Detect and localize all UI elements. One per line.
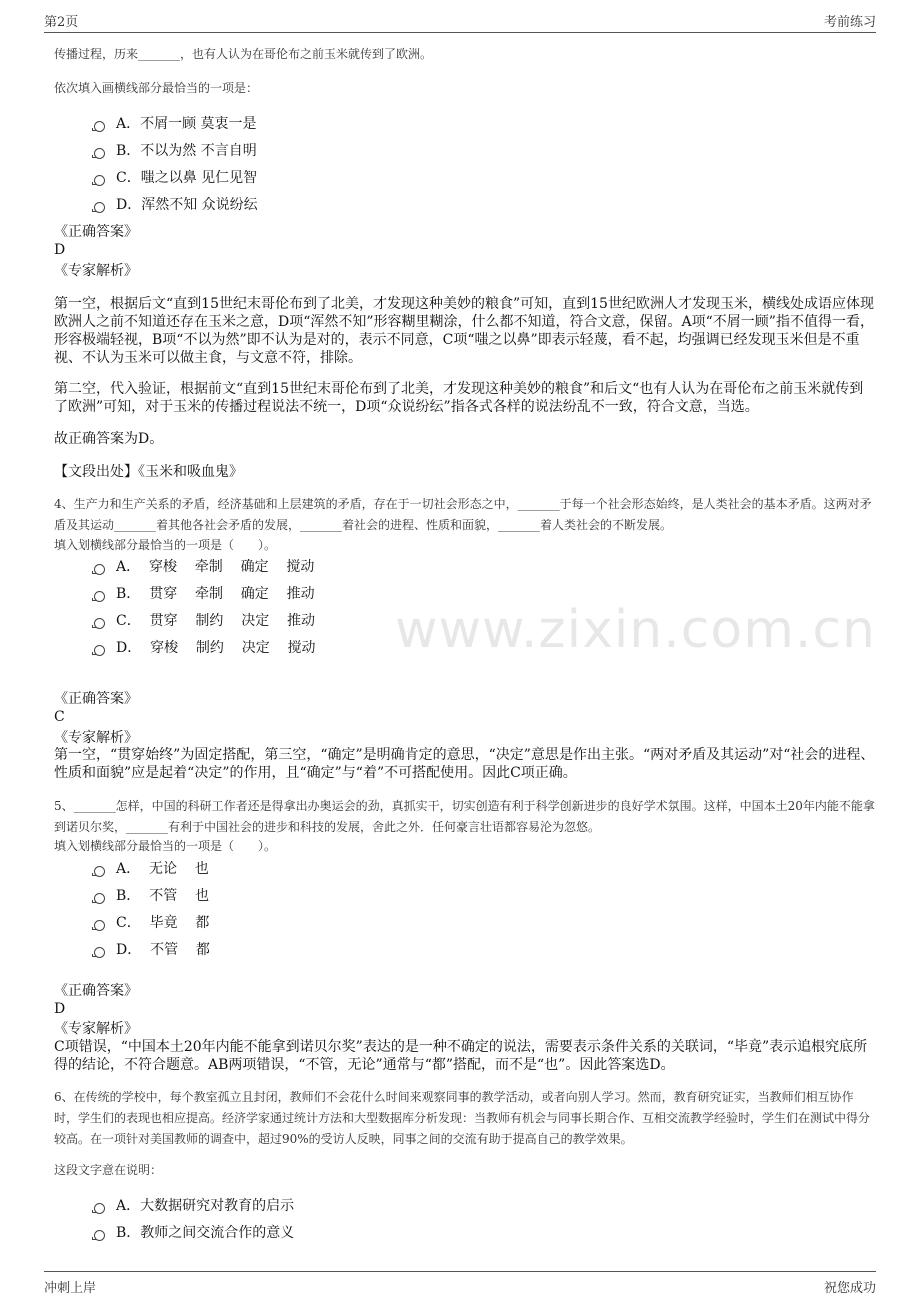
q3-option-a[interactable]: A．不屑一顾 莫衷一是 xyxy=(94,111,257,135)
q5-stem: 5、_______怎样，中国的科研工作者还是得拿出办奥运会的劲，真抓实干，切实创造有利于科学创新进步的良好学术氛围。这样，中国本土20年内能不能拿到诺贝尔奖，_______有利于中国社会的进步和科技的发展，舍此之外．任何豪言壮语都容易沦为忽悠。 xyxy=(54,799,875,834)
header-title: 考前练习 xyxy=(823,15,876,30)
q4-prompt: 填入划横线部分最恰当的一项是（ ）。 xyxy=(54,538,277,552)
footer-right: 祝您成功 xyxy=(823,1281,876,1296)
q5-option-b[interactable]: B． 不管 也 xyxy=(94,883,209,907)
radio-icon[interactable] xyxy=(94,920,105,931)
q6-option-a[interactable]: A．大数据研究对教育的启示 xyxy=(94,1193,294,1217)
q3-analysis-p3: 故正确答案为D。 xyxy=(54,431,164,447)
q5-analysis: C项错误，“中国本土20年内能不能拿到诺贝尔奖”表达的是一种不确定的说法，需要表示条件关系的关联词，“毕竟”表示追根究底所得的结论，不符合题意。AB两项错误，“不管，无论”通常与“都”搭配，而不是“也”。因此答案选D。 xyxy=(54,1039,868,1073)
q4-option-c[interactable]: C． 贯穿 制约 决定 推动 xyxy=(94,608,315,632)
q5-prompt: 填入划横线部分最恰当的一项是（ ）。 xyxy=(54,839,277,853)
radio-icon[interactable] xyxy=(94,893,105,904)
watermark: www.zixin.com.cn xyxy=(395,600,876,660)
q6-option-b[interactable]: B．教师之间交流合作的意义 xyxy=(94,1220,294,1244)
radio-icon[interactable] xyxy=(94,618,105,629)
footer-left: 冲刺上岸 xyxy=(44,1281,97,1296)
radio-icon[interactable] xyxy=(94,175,105,186)
q3-option-d[interactable]: D．浑然不知 众说纷纭 xyxy=(94,192,258,216)
q6-stem: 6、在传统的学校中，每个教室孤立且封闭，教师们不会花什么时间来观察同事的教学活动，或者向别人学习。然而，教育研究证实，当教师们相互协作时，学生们的表现也相应提高。经济学家通过统计方法和大型数据库分析发现：当教师有机会与同事长期合作、互相交流教学经验时，学生们在测试中得分较高。在一项针对美国教师的调查中，超过90%的受访人反映，同事之间的交流有助于提高自己的教学效果。 xyxy=(54,1090,871,1146)
radio-icon[interactable] xyxy=(94,1230,105,1241)
radio-icon[interactable] xyxy=(94,1203,105,1214)
radio-icon[interactable] xyxy=(94,591,105,602)
radio-icon[interactable] xyxy=(94,866,105,877)
q4-option-b[interactable]: B． 贯穿 牵制 确定 推动 xyxy=(94,581,315,605)
radio-icon[interactable] xyxy=(94,148,105,159)
q5-analysis-label: 《专家解析》 xyxy=(54,1021,138,1037)
q3-option-c[interactable]: C．嗤之以鼻 见仁见智 xyxy=(94,165,257,189)
q5-option-a[interactable]: A． 无论 也 xyxy=(94,856,209,880)
page-number: 第2页 xyxy=(44,15,79,30)
q5-answer: D xyxy=(54,1001,66,1017)
q4-option-a[interactable]: A． 穿梭 牵制 确定 搅动 xyxy=(94,554,314,578)
q3-analysis-p2: 第二空，代入验证，根据前文“直到15世纪末哥伦布到了北美，才发现这种美妙的粮食”和后文“也有人认为在哥伦布之前玉米就传到了欧洲”可知，对于玉米的传播过程说法不统一，D项“众说纷纭”指各式各样的说法纷乱不一致，符合文意，当选。 xyxy=(54,381,864,415)
q3-source: 【文段出处】《玉米和吸血鬼》 xyxy=(54,464,243,480)
radio-icon[interactable] xyxy=(94,564,105,575)
radio-icon[interactable] xyxy=(94,947,105,958)
q4-answer: C xyxy=(54,709,65,725)
radio-icon[interactable] xyxy=(94,202,105,213)
q3-stem-tail: 传播过程，历来_______，也有人认为在哥伦布之前玉米就传到了欧洲。 xyxy=(54,47,433,61)
q5-option-c[interactable]: C． 毕竟 都 xyxy=(94,910,209,934)
q4-answer-label: 《正确答案》 xyxy=(54,691,138,707)
q3-answer: D xyxy=(54,242,66,258)
radio-icon[interactable] xyxy=(94,645,105,656)
q3-analysis-label: 《专家解析》 xyxy=(54,263,138,279)
q3-option-b[interactable]: B．不以为然 不言自明 xyxy=(94,138,257,162)
page-header xyxy=(44,10,876,33)
q5-answer-label: 《正确答案》 xyxy=(54,983,138,999)
q3-answer-label: 《正确答案》 xyxy=(54,224,138,240)
q4-analysis-label: 《专家解析》 xyxy=(54,730,138,746)
q4-analysis: 第一空，“贯穿始终”为固定搭配，第三空，“确定”是明确肯定的意思，“决定”意思是作出主张。“两对矛盾及其运动”对“社会的进程、性质和面貌”应是起着“决定”的作用，且“确定”与“着”不可搭配使用。因此C项正确。 xyxy=(54,747,875,781)
q3-prompt: 依次填入画横线部分最恰当的一项是： xyxy=(54,81,259,95)
q4-option-d[interactable]: D． 穿梭 制约 决定 搅动 xyxy=(94,635,316,659)
q5-option-d[interactable]: D． 不管 都 xyxy=(94,937,210,961)
q6-prompt: 这段文字意在说明： xyxy=(54,1163,163,1177)
radio-icon[interactable] xyxy=(94,121,105,132)
q4-stem: 4、生产力和生产关系的矛盾，经济基础和上层建筑的矛盾，存在于一切社会形态之中，_______于每一个社会形态始终，是人类社会的基本矛盾。这两对矛盾及其运动_______着其他各社会矛盾的发展，_______着社会的进程、性质和面貌，_______着人类社会的不断发展。 xyxy=(54,497,872,532)
q3-analysis-p1: 第一空，根据后文“直到15世纪末哥伦布到了北美，才发现这种美妙的粮食”可知，直到15世纪欧洲人才发现玉米，横线处成语应体现欧洲人之前不知道还存在玉米之意，D项“浑然不知”形容糊里糊涂，什么都不知道，符合文意，保留。A项“不屑一顾”指不值得一看，形容极端轻视，B项“不以为然”即不认为是对的，表示不同意，C项“嗤之以鼻”即表示轻蔑，看不起，均强调已经发现玉米但是不重视、不认为玉米可以做主食，与文意不符，排除。 xyxy=(54,296,874,366)
page-footer xyxy=(44,1271,876,1296)
